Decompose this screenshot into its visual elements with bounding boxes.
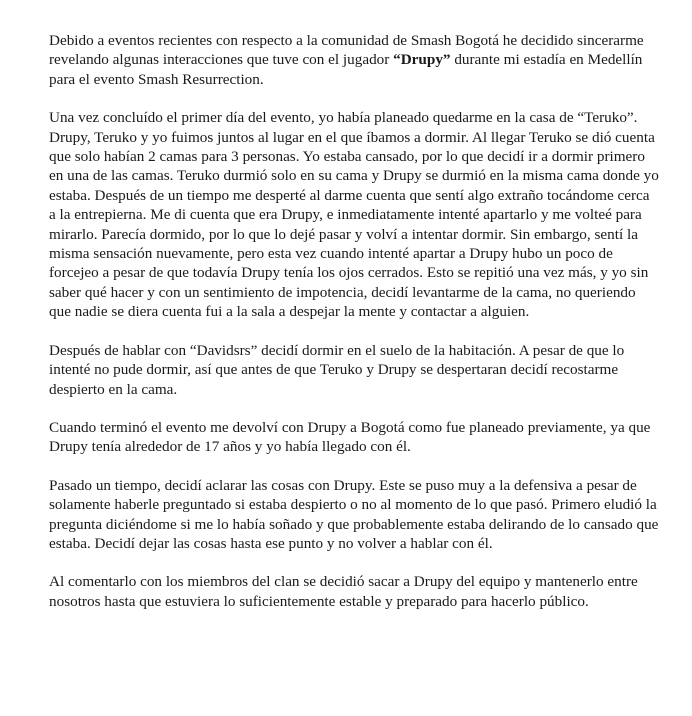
paragraph-clan-decision: Al comentarlo con los miembros del clan se decidió sacar a Drupy del equipo y mantenerlo entre nosotros hasta que estuviera lo suficientemente estable y preparado para hacerlo público. (49, 573, 638, 610)
document-body (49, 31, 659, 630)
paragraph-intro (49, 31, 659, 89)
paragraph-event-night: Una vez concluído el primer día del evento, yo había planeado quedarme en la casa de “Teruko”. Drupy, Teruko y yo fuimos juntos al lugar en el que íbamos a dormir. Al llegar Teruko se dió cuenta que solo habían 2 camas para 3 personas. Yo estaba cansado, por lo que decidí ir a dormir primero en una de las camas. Teruko durmió solo en su cama y Drupy se durmió en la misma cama donde yo estaba. Después de un tiempo me desperté al darme cuenta que sentí algo extraño tocándome cerca a la entrepierna. Me di cuenta que era Drupy, e inmediatamente intenté apartarlo y me volteé para mirarlo. Parecía dormido, por lo que lo dejé pasar y volví a intentar dormir. Sin embargo, sentí la misma sensación nuevamente, pero esta vez cuando intenté apartar a Drupy hubo un poco de forcejeo a pesar de que todavía Drupy tenía los ojos cerrados. Esto se repitió una vez más, y yo sin saber qué hacer y con un sentimiento de impotencia, decidí levantarme de la cama, no queriendo que nadie se diera cuenta fui a la sala a despejar la mente y contactar a alguien. (49, 109, 659, 321)
paragraph-confrontation: Pasado un tiempo, decidí aclarar las cosas con Drupy. Este se puso muy a la defensiva a pesar de solamente haberle preguntado si estaba despierto o no al momento de lo que pasó. Primero eludió la pregunta diciéndome si me lo había soñado y que probablemente estaba delirando de lo cansado que estaba. Decidí dejar las cosas hasta ese punto y no volver a hablar con él. (49, 476, 659, 552)
intro-text-end: durante mi estadía en Medellín para el evento Smash Resurrection. (49, 51, 643, 88)
intro-text-start: Debido a eventos recientes con respecto a la comunidad de Smash Bogotá he decidido sincerarme revelando algunas interacciones que tuve con el jugador (49, 32, 644, 69)
player-name-bold: “Drupy” (393, 51, 451, 69)
paragraph-return-bogota: Cuando terminó el evento me devolví con Drupy a Bogotá como fue planeado previamente, ya que Drupy tenía alrededor de 17 años y yo había llegado con él. (49, 418, 651, 456)
paragraph-after-contact: Después de hablar con “Davidsrs” decidí dormir en el suelo de la habitación. A pesar de que lo intenté no pude dormir, así que antes de que Teruko y Drupy se despertaran decidí recostarme despierto en la cama. (49, 341, 625, 398)
